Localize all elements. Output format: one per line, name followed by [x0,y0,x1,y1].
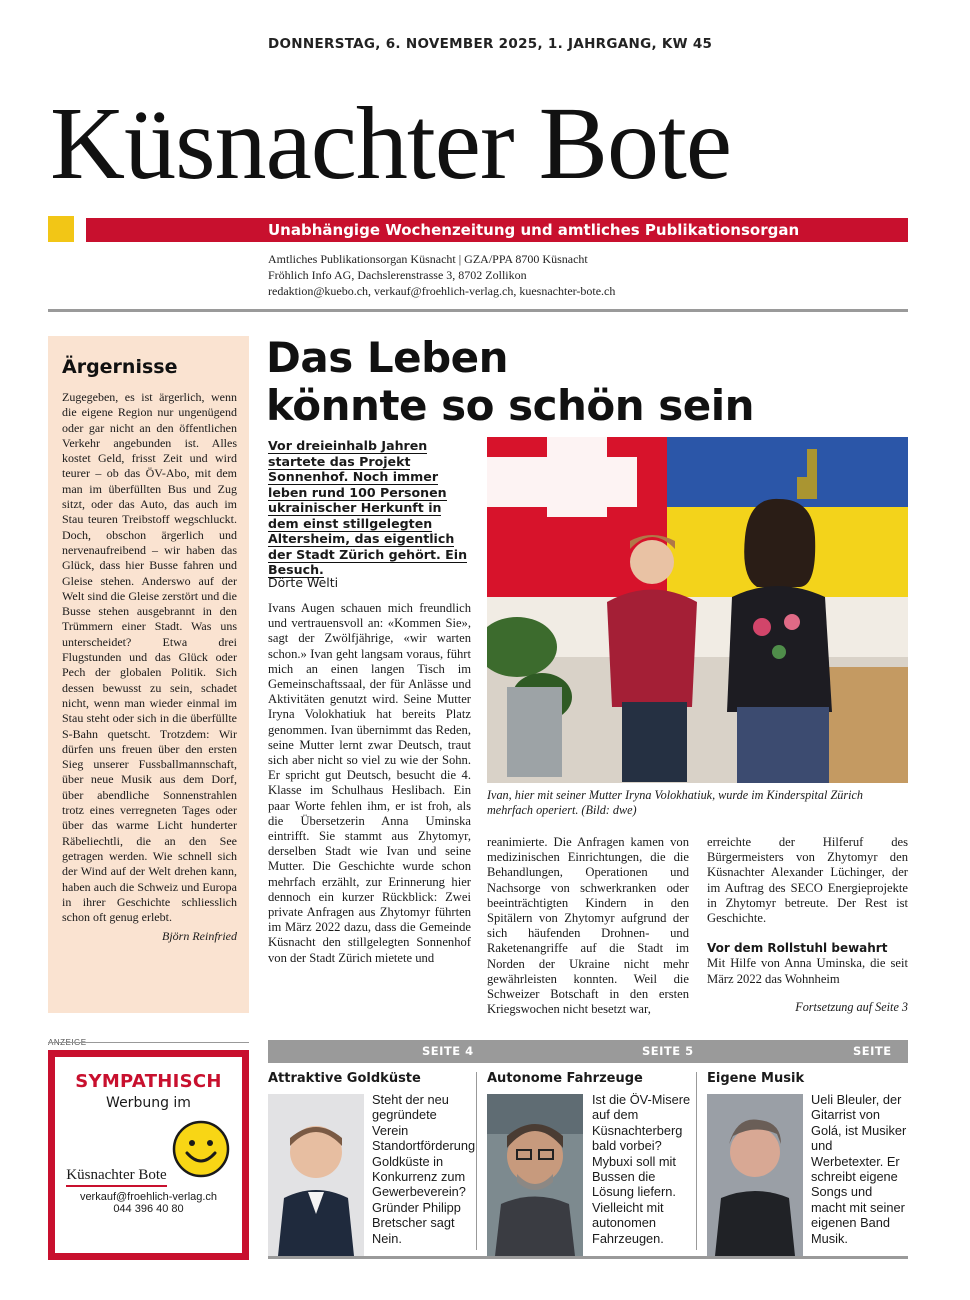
ad-newspaper-name: Küsnachter Bote [66,1167,166,1187]
article-lead [268,438,472,578]
tagline-bar [86,218,908,242]
article-column-1: Ivans Augen schauen mich freundlich und vertrauensvoll an: «Kommen Sie», sagt der Zwölfjährige, «wir warten schon.» Ivan geht langsam voraus, führt mich an einen langen Tisch im Gemeinschaftssaal, der für Anlässe und Aktivitäten genutzt wird. Seine Mutter Iryna Volokhatiuk hat bereits Platz genommen. Ivan übernimmt das Reden, seine Mutter lernt zwar Deutsch, traut sich aber nicht so viel zu wie der Sohn. Er spricht gut Deutsch, besucht die 4. Klasse im Schulhaus Heslibach. Ein paar Worte fehlen ihm, er ist froh, als die Übersetzerin Anna Uminska eintrifft. Sie stammt aus Zhytomyr, derselben Stadt wie Ivan und seine Mutter. Die Geschichte wurde schon mehrfach erzählt, zur Erinnerung hier dennoch ein kurzer Rückblick: Zwei private Anfragen aus Zhytomyr führten im März 2022 dazu, dass die Gemeinde Küsnacht den stillgelegten Sonnenhof von der Stadt Zürich mietete und [268,601,471,965]
headline-line: Das Leben [266,333,509,382]
yellow-square-decoration [48,216,74,242]
teaser-text-3: Ueli Bleuler, der Gitarrist von Golá, ist Musiker und Werbetexter. Er schreibt eigene Songs und macht mit seiner eigenen Band Musik. [811,1092,907,1246]
commentary-title: Ärgernisse [62,356,178,378]
teaser-text-1: Steht der neu gegründete Verein Standortförderung Goldküste in Konkurrenz zum Gewerbeverein? Gründer Philipp Bretscher sagt Nein. [372,1092,476,1246]
ad-label-rule [48,1042,249,1043]
teaser-title-1[interactable]: Attraktive Goldküste [268,1071,421,1086]
ad-subtitle: Werbung im [106,1095,191,1111]
teaser-title-2[interactable]: Autonome Fahrzeuge [487,1071,643,1086]
impressum-contacts[interactable]: redaktion@kuebo.ch, verkauf@froehlich-verlag.ch, kuesnachter-bote.ch [268,284,616,298]
teaser-photo-2[interactable] [487,1094,583,1256]
article-subhead: Vor dem Rollstuhl bewahrt [707,941,888,956]
commentary-body: Zugegeben, es ist ärgerlich, wenn die eigene Region nur ungenügend oder gar nicht an den öffentlichen Verkehr angebunden ist. Alles kostet Geld, frisst Zeit und wird teurer – ob das ÖV-Abo, mit dem man im überfüllten Bus und Zug sitzt, oder das Auto, das auch im Stau teuren Treibstoff wegschluckt. Doch, obschon ärgerlich und nervenaufreibend – wir haben das Glück, dass hier Busse fahren und Gleise stehen. Anderswo auf der Welt sind die Gleise zerstört und die Busse stehen ausgebrannt in den Trümmern einer Stadt. Was uns unterscheidet? Etwa drei Flugstunden und das Glück oder Pech der globalen Politik. Sich dessen bewusst zu sein, schadet nicht, wenn man wieder einmal im Stau steht oder sich in die überfüllte S-Bahn quetscht. Trotzdem: Wir dürfen uns freuen über den ersten Sieg unserer Fussballmannschaft, über neue Musik aus dem Dorf, über abendliche Sonnenstrahlen trotz eines verregneten Tages oder über das warme Licht hunderter Räbeliechtli, die an den See getragen werden. Wie schnell sich der Wind auf der Welt drehen kann, haben auch die Schweiz und Europa in ihrer Geschichte schliesslich schon oft genug erlebt. [62,390,237,925]
smiley-icon [171,1119,231,1179]
commentary-author: Björn Reinfried [162,929,237,944]
lead-text: Vor dreieinhalb Jahren startete das Projekt Sonnenhof. Noch immer leben rund 100 Personen ukrainischer Herkunft in dem einst stillgelegten Altersheim, das eigentlich der Stadt Zürich gehört. Ein Besuch. [268,438,468,577]
teaser-page-3[interactable]: SEITE 11 [853,1044,892,1081]
column-3-text-b: Mit Hilfe von Anna Uminska, die seit März 2022 das Wohnheim [707,956,908,986]
tagline: Unabhängige Wochenzeitung und amtliches Publikationsorgan [268,221,800,239]
teaser-page-1[interactable]: SEITE 4 [422,1044,474,1058]
article-column-2: reanimierte. Die Anfragen kamen von medizinischen Einrichtungen, die die Behandlungen, Operationen und Nachsorge von schwerkranken oder beeinträchtigten Kindern in den Spitälern von Zhytomyr aufgrund der sich häufenden Drohnen- und Raketenangriffe auf die Stadt im Norden der Ukraine nicht mehr gewährleisten konnten. Weil die Schweizer Botschaft in den ersten Kriegswochen nicht besetzt war, [487,835,689,1017]
impressum-line: Amtliches Publikationsorgan Küsnacht | GZA/PPA 8700 Küsnacht [268,252,588,266]
continued-link[interactable]: Fortsetzung auf Seite 3 [795,1000,908,1014]
teaser-divider [476,1072,477,1250]
footer-rule [268,1256,908,1259]
column-3-text: erreichte der Hilferuf des Bürgermeisters von Zhytomyr den Küsnachter Alexander Lüchinger, der im Auftrag des SECO Energieprojekte in Zhytomyr betreute. Der Rest ist Geschichte. [707,835,908,926]
commentary-sidebar [48,336,249,1013]
impressum [268,251,615,299]
impressum-line: Fröhlich Info AG, Dachslerenstrasse 3, 8702 Zollikon [268,268,527,282]
advertisement[interactable] [48,1050,249,1260]
photo-caption: Ivan, hier mit seiner Mutter Iryna Volokhatiuk, wurde im Kinderspital Zürich mehrfach operiert. (Bild: dwe) [487,788,863,817]
ad-phone[interactable]: 044 396 40 80 [113,1203,184,1215]
teaser-photo-3[interactable] [707,1094,803,1256]
teaser-text-2: Ist die ÖV-Misere auf dem Küsnachterberg bald vorbei? Mybuxi soll mit Bussen die Lösung liefern. Vielleicht mit autonomen Fahrzeugen. [592,1092,691,1246]
masthead-title[interactable]: Küsnachter Bote [50,86,732,201]
teaser-divider [696,1072,697,1250]
article-photo[interactable] [487,437,908,783]
portrait-man-suit [268,1094,364,1256]
dateline: DONNERSTAG, 6. NOVEMBER 2025, 1. JAHRGANG, KW 45 [268,36,713,52]
portrait-man-glasses [487,1094,583,1256]
teaser-title-3[interactable]: Eigene Musik [707,1071,805,1086]
ad-inner [55,1057,242,1253]
article-column-3 [707,835,908,987]
headline-line: könnte so schön sein [266,381,755,430]
portrait-musician [707,1094,803,1256]
ad-title: SYMPATHISCH [75,1071,222,1092]
teaser-page-2[interactable]: SEITE 5 [642,1044,694,1058]
header-rule [48,309,908,312]
article-headline[interactable] [266,334,754,430]
photo-mother-and-son [487,437,908,783]
ad-email[interactable]: verkauf@froehlich-verlag.ch [79,1191,218,1203]
article-author: Dörte Welti [268,575,339,590]
teaser-photo-1[interactable] [268,1094,364,1256]
